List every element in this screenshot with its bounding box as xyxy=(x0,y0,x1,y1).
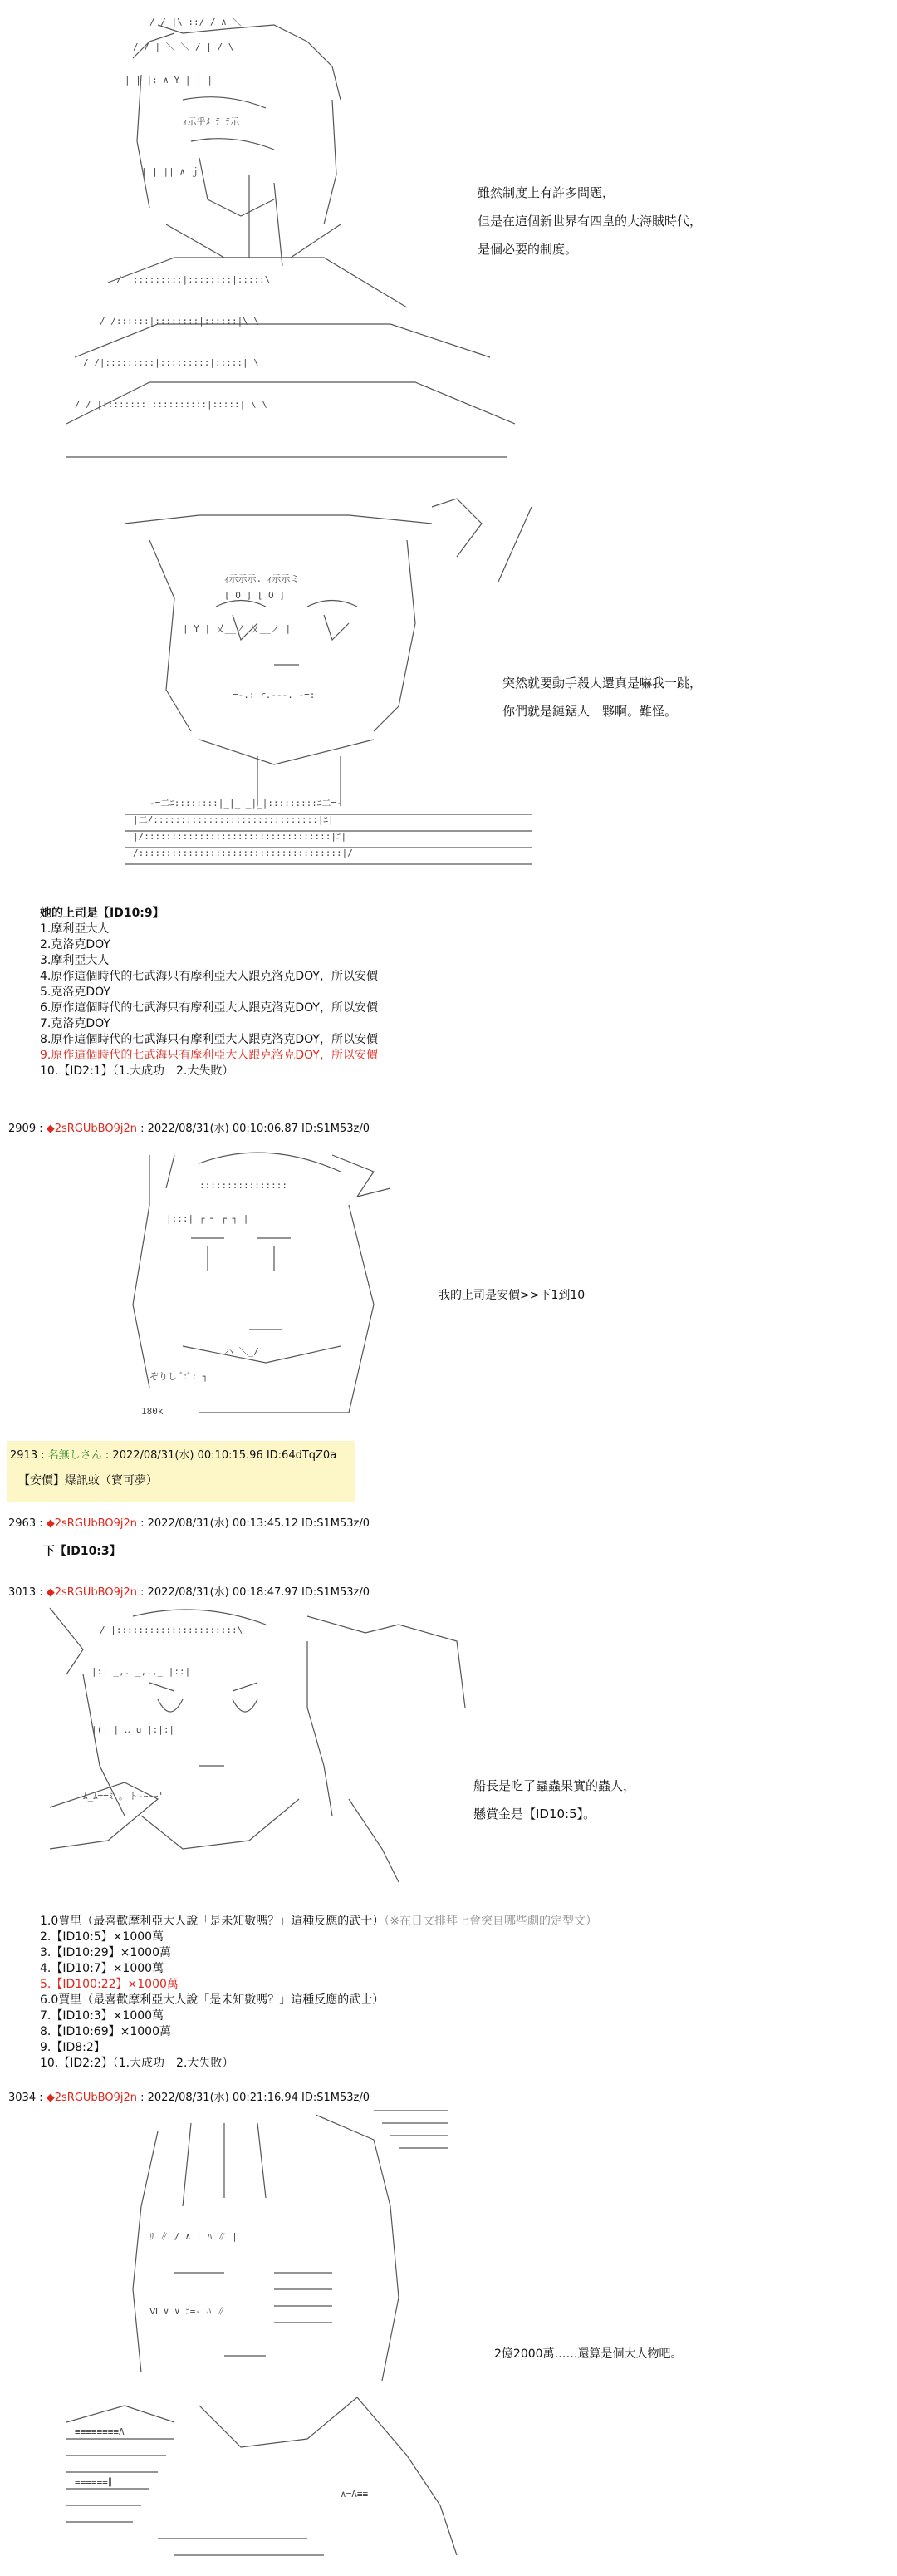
post-number[interactable]: 2963 xyxy=(8,1517,37,1530)
svg-text:/ / | ＼ ＼ / | / \: / / | ＼ ＼ / | / \ xyxy=(133,42,234,52)
list-item: 9.【ID8:2】 xyxy=(40,2041,105,2054)
post-header-2913: 2913 : 名無しさん : 2022/08/31(水) 00:10:15.96 ID:64dTqZ0a xyxy=(10,1449,337,1462)
svg-text:| | |: ∧ Y | | |: | | |: ∧ Y | | | xyxy=(125,75,213,86)
list-item: 10.【ID2:2】（1.大成功 2.大失敗） xyxy=(40,2057,234,2070)
list-item: 1.0賈里（最喜歡摩利亞大人說「是未知數嗎？」這種反應的武士）（※在日文排拜上會突自哪些劇的定型文） xyxy=(40,1915,597,1928)
svg-text:|/::::::::::::::::::::::::::::: |/::::::::::::::::::::::::::::::::::|ﾆ| xyxy=(133,831,347,842)
svg-text:/ /|:::::::::|:::::::::|:::::|: / /|:::::::::|:::::::::|:::::| \ xyxy=(83,357,259,368)
svg-text:ｨ示示示. ｨ示示ミ: ｨ示示示. ｨ示示ミ xyxy=(224,573,300,584)
list-item: 5.【ID100:22】×1000萬 xyxy=(40,1978,179,1991)
post-tripcode: ◆2sRGUbBO9j2n xyxy=(46,1123,137,1135)
post-number[interactable]: 3013 xyxy=(8,1586,37,1599)
post-tripcode: ◆2sRGUbBO9j2n xyxy=(46,1517,137,1530)
list-item: 10.【ID2:1】（1.大成功 2.大失敗） xyxy=(40,1064,234,1078)
svg-text:/ /::::::|::::::::|::::::|\ \: / /::::::|::::::::|::::::|\ \ xyxy=(100,316,260,327)
post-meta: 2022/08/31(水) 00:18:47.97 ID:S1M53z/0 xyxy=(147,1586,370,1599)
list-item: 6.原作這個時代的七武海只有摩利亞大人跟克洛克DOY，所以安價 xyxy=(40,1001,378,1015)
post-3034-dialog: 2億2000萬……還算是個大人物吧。 xyxy=(494,2347,683,2361)
list-item: 5.克洛克DOY xyxy=(40,986,110,999)
list-item: 9.原作這個時代的七武海只有摩利亞大人跟克洛克DOY，所以安價 xyxy=(40,1049,378,1062)
list-item: 1.摩利亞大人 xyxy=(40,922,110,936)
bounty-choice-list xyxy=(40,1914,597,2072)
post-number[interactable]: 3034 xyxy=(8,2092,37,2104)
post-meta: 2022/08/31(水) 00:13:45.12 ID:S1M53z/0 xyxy=(147,1517,370,1530)
svg-text:≡≡≡≡≡≡∥: ≡≡≡≡≡≡∥ xyxy=(75,2476,113,2487)
svg-text:[ O ] [ O ]: [ O ] [ O ] xyxy=(224,590,285,601)
svg-text:| Y | 乂__ノ 乂__ノ |: | Y | 乂__ノ 乂__ノ | xyxy=(183,623,292,634)
post-body: 【安價】爆訊蚊（寶可夢） xyxy=(18,1474,158,1487)
list-item: 4.【ID10:7】×1000萬 xyxy=(40,1962,164,1975)
ascii-art-figure xyxy=(58,8,523,474)
svg-text:ﾑ_ﾑ==ﾐ ｡ ト‐ｰ‐ｰ': ﾑ_ﾑ==ﾐ ｡ ト‐ｰ‐ｰ' xyxy=(83,1791,164,1802)
list-item: 6.0賈里（最喜歡摩利亞大人說「是未知數嗎？」這種反應的武士） xyxy=(40,1993,385,2007)
ascii-art-post-3013 xyxy=(33,1600,498,1890)
post-number[interactable]: 2909 xyxy=(8,1123,37,1135)
svg-text:-=二ﾆ::::::::|_|_|_|_|:::::::::: -=二ﾆ::::::::|_|_|_|_|:::::::::ﾆ二=- xyxy=(150,798,342,809)
svg-text:ﾘ ∥ / ∧ | ﾊ ∥ |: ﾘ ∥ / ∧ | ﾊ ∥ | xyxy=(150,2231,238,2242)
list-item-note: （※在日文排拜上會突自哪些劇的定型文） xyxy=(384,1915,597,1928)
svg-text:/ |::::::::::::::::::::::\: / |::::::::::::::::::::::\ xyxy=(100,1625,243,1635)
post-3013-dialog xyxy=(473,1772,635,1828)
svg-text:ハ ＼_/: ハ ＼_/ xyxy=(224,1346,259,1357)
svg-text:::::::::::::::::: :::::::::::::::: xyxy=(199,1180,287,1191)
boss-choice-list xyxy=(40,906,378,1079)
list-item: 8.【ID10:69】×1000萬 xyxy=(40,2025,171,2038)
svg-text:ｨ示乎ﾒ ﾃ'ﾃ示: ｨ示乎ﾒ ﾃ'ﾃ示 xyxy=(183,116,240,127)
art-caption: 180k xyxy=(141,1406,164,1417)
ascii-art-panel-2 xyxy=(100,490,548,881)
post-tripcode: ◆2sRGUbBO9j2n xyxy=(46,1586,137,1599)
list-item: 2.克洛克DOY xyxy=(40,938,110,951)
dialog-line: 但是在這個新世界有四皇的大海賊時代， xyxy=(478,214,703,229)
post-header-2963: 2963 : ◆2sRGUbBO9j2n : 2022/08/31(水) 00:13:45.12 ID:S1M53z/0 xyxy=(8,1517,370,1530)
svg-text:/ / |\ ::/ / ∧ ＼: / / |\ ::/ / ∧ ＼ xyxy=(150,17,242,27)
svg-text:|:| _,. _,.,_ |::|: |:| _,. _,.,_ |::| xyxy=(91,1666,191,1677)
svg-text:| | || ∧ ｊ |: | | || ∧ ｊ | xyxy=(141,166,211,177)
svg-text:Ⅵ ∨ ∨ ﾆ=- ﾊ ∥: Ⅵ ∨ ∨ ﾆ=- ﾊ ∥ xyxy=(150,2306,226,2317)
svg-text:|(| | ‥ u |:|:|: |(| | ‥ u |:|:| xyxy=(91,1724,175,1735)
svg-text:∧=Λ≡≡: ∧=Λ≡≡ xyxy=(341,2489,369,2500)
list-item: 3.摩利亞大人 xyxy=(40,954,110,967)
post-header-2909: 2909 : ◆2sRGUbBO9j2n : 2022/08/31(水) 00:10:06.87 ID:S1M53z/0 xyxy=(8,1123,370,1135)
ascii-art-figure xyxy=(100,490,548,881)
svg-text:|:::| ┌ ┐ ┌ ┐ |: |:::| ┌ ┐ ┌ ┐ | xyxy=(166,1213,249,1224)
post-header-3013: 3013 : ◆2sRGUbBO9j2n : 2022/08/31(水) 00:18:47.97 ID:S1M53z/0 xyxy=(8,1586,370,1599)
panel-1-dialog xyxy=(478,179,702,263)
post-tripcode: ◆2sRGUbBO9j2n xyxy=(46,2092,137,2104)
ascii-art-figure xyxy=(100,1138,432,1438)
svg-text:≡≡≡≡≡≡≡≡Λ: ≡≡≡≡≡≡≡≡Λ xyxy=(75,2426,125,2437)
list-item: 4.原作這個時代的七武海只有摩利亞大人跟克洛克DOY，所以安價 xyxy=(40,970,378,983)
dialog-line: 懸賞金是【ID10:5】。 xyxy=(473,1807,596,1821)
dialog-line: 突然就要動手殺人還真是嚇我一跳， xyxy=(502,676,703,691)
svg-text:/ |:::::::::|::::::::|:::::\: / |:::::::::|::::::::|:::::\ xyxy=(116,274,271,285)
dialog-line: 船長是吃了蟲蟲果實的蟲人， xyxy=(473,1778,636,1793)
svg-text:/:::::::::::::::::::::::::::::: /:::::::::::::::::::::::::::::::::::::|/ xyxy=(133,848,353,858)
post-meta: 2022/08/31(水) 00:10:15.96 ID:64dTqZ0a xyxy=(112,1449,337,1462)
panel-2-dialog xyxy=(502,669,702,725)
dialog-line: 你們就是鏈鋸人一夥啊。難怪。 xyxy=(502,704,678,719)
post-meta: 2022/08/31(水) 00:10:06.87 ID:S1M53z/0 xyxy=(147,1123,370,1135)
post-2909-dialog: 我的上司是安價>>下1到10 xyxy=(439,1289,586,1302)
ascii-art-post-2909 xyxy=(100,1138,432,1438)
dialog-line: 是個必要的制度。 xyxy=(478,242,578,257)
ascii-art-figure xyxy=(58,2107,473,2568)
post-body: 下【ID10:3】 xyxy=(43,1545,121,1558)
post-number[interactable]: 2913 xyxy=(10,1449,38,1462)
list-item: 2.【ID10:5】×1000萬 xyxy=(40,1930,164,1944)
ascii-art-figure xyxy=(33,1600,498,1890)
post-meta: 2022/08/31(水) 00:21:16.94 ID:S1M53z/0 xyxy=(147,2092,370,2104)
list-title: 她的上司是【ID10:9】 xyxy=(40,907,164,920)
ascii-art-post-3034 xyxy=(58,2107,473,2568)
list-item: 3.【ID10:29】×1000萬 xyxy=(40,1946,171,1959)
svg-text:/ / |::::::::|::::::::::|:::::: / / |::::::::|::::::::::|:::::| \ \ xyxy=(75,399,267,410)
post-author-name: 名無しさん xyxy=(47,1449,102,1462)
reply-box-2913 xyxy=(7,1441,355,1502)
dialog-line: 雖然制度上有許多問題， xyxy=(478,185,615,200)
svg-text:ぞりし ﾞ:ﾞ: ┐: ぞりし ﾞ:ﾞ: ┐ xyxy=(150,1371,208,1382)
list-item: 7.克洛克DOY xyxy=(40,1017,110,1030)
svg-text:|二/:::::::::::::::::::::::::::: |二/::::::::::::::::::::::::::::::|ﾆ| xyxy=(133,814,334,825)
list-item: 7.【ID10:3】×1000萬 xyxy=(40,2009,164,2023)
ascii-art-panel-1 xyxy=(58,8,523,474)
list-item: 8.原作這個時代的七武海只有摩利亞大人跟克洛克DOY，所以安價 xyxy=(40,1033,378,1046)
svg-text:=-.: r.---. -=:: =-.: r.---. -=: xyxy=(233,690,316,701)
post-header-3034: 3034 : ◆2sRGUbBO9j2n : 2022/08/31(水) 00:21:16.94 ID:S1M53z/0 xyxy=(8,2092,370,2104)
